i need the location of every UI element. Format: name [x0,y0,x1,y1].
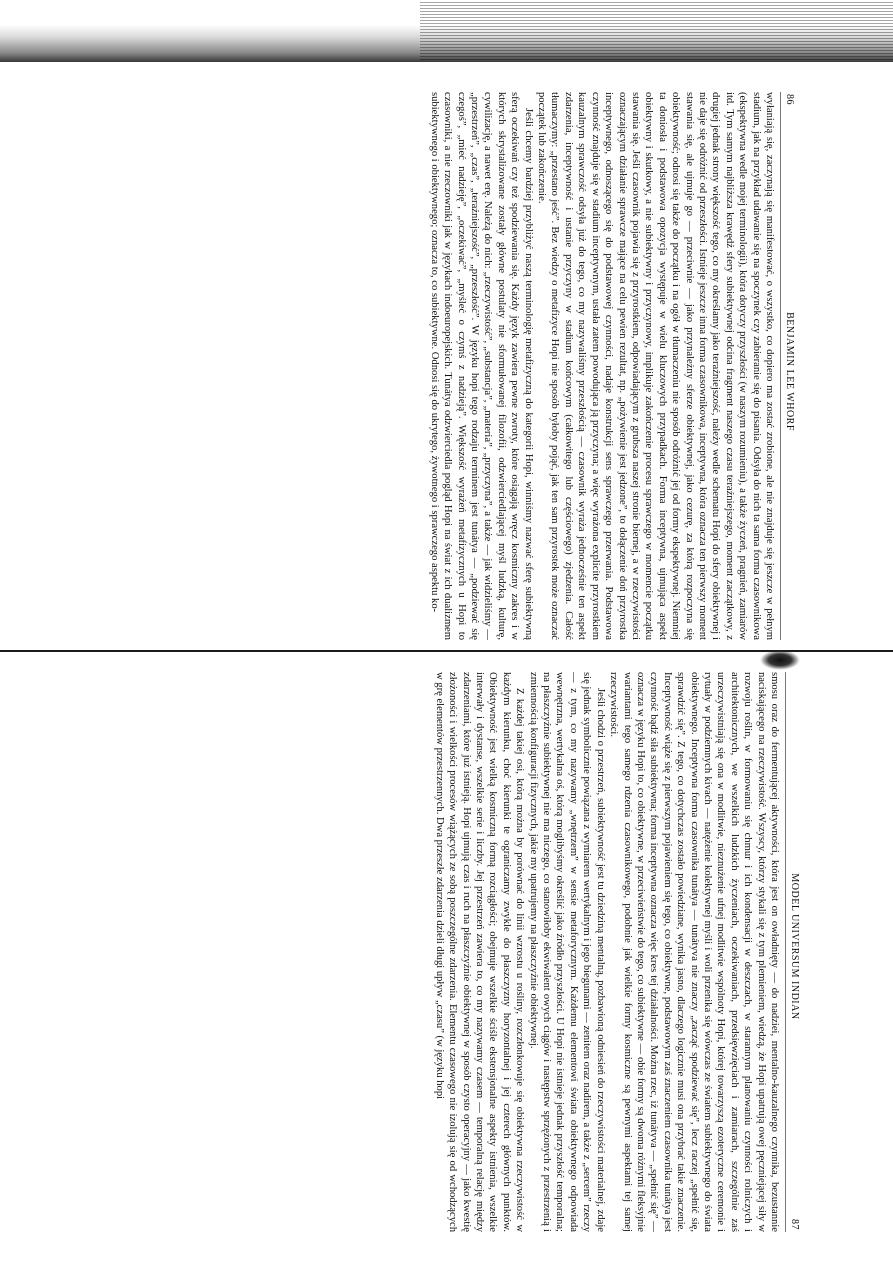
page-86-content [255,92,795,640]
running-head-left [780,92,795,640]
page-86 [255,92,795,640]
page-number-right: 87 [789,1219,800,1230]
body-text-right [432,672,781,1232]
running-title-left: BENJAMIN LEE WHORF [784,312,795,431]
page-number-left: 86 [784,94,795,105]
paragraph: Z każdej takiej osi, którą można by porównać do linii wzrostu u rośliny, rozczłonkowuje się obiektywna rzeczywistość w każdym kierunku, choć kierunki te ograniczamy zwykle do płaszczyzny horyzontalnej i jej czterech głównych punktów. Obiektywność jest wielką kosmiczną formą rozciągłości; obejmuje wszelkie ściśle ekstensjonalne aspekty istnienia, wszelkie interwały i dystanse, wszelkie serie i liczby. Jej przestrzeń zawiera to, co my nazywamy czasem — temporalną relację między zdarzeniami, które już istnieją. Hopi ujmują czas i ruch na płaszczyźnie obiektywnej w sposób czysto operacyjny — jako kwestię złożoności i wielkości procesów wiążących ze sobą poszczególne zdarzenia. Elementu czasowego nie izolują się od wchodzących w grę elementów przestrzennych. Dwa przeszłe zdarzenia dzieli długi upływ „czasu” (w języku hopi [433,672,526,1232]
paragraph: wyłaniają się, zaczynają się manifestować, o wszystko, co dopiero ma zostać zrobione, ale nie znajduje się jeszcze w pełnym stadium, jak na przykład udawanie się na spoczynek czy zabieranie się do pisania. Odsyła do nich ta sama forma czasownikowa (ekspektywna wedle mojej terminologii), która dotyczy przyszłości (w naszym rozumieniu), a także życzeń, pragnień, zamiarów itd. Tym samym najbliższa krawędź sfery subiektywnej odcina fragment naszego czasu teraźniejszego, moment zaczątkowy, z drugiej jednak strony większość tego, co my określamy jako teraźniejszość, należy wedle schematu Hopi do sfery obiektywnej i nie daje się odróżnić od przeszłości. Istnieje jeszcze inna forma czasownikowa, inceptywna, która oznacza ten pierwszy moment stawania się, ale ujmuje go — przeciwnie — jako przynależny sferze obiektywnej, jako cezurę, za którą rozpoczyna się obiektywność; odnosi się także do początku i na ogół w tłumaczeniu nie sposób odróżnić jej od formy ekspektywnej. Niemniej ta doniosła i podstawowa opozycja występuje w wielu kluczowych przypadkach. Forma inceptywna, ujmująca aspekt obiektywny i skutkowy, a nie subiektywny i przyczynowy, implikuje zakończenie procesu sprawczego w momencie początku stawania się. Jeśli czasownik pojawia się z przyrostkiem, odpowiadającym z grubsza naszej stronie biernej, a w rzeczywistości oznaczającym działanie sprawcze mające na celu pewien rezultat, np. „pożywienie jest jedzone”, to dołączenie doń przyrostka inceptywnego, odnoszącego się do podstawowej czynności, nadaje konstrukcji sens sprawczego przerwania. Podstawowa czynność znajduje się w stadium inceptywnym, ustała zatem powodująca ją przyczyna; a więc wyrażona explicite przyrostkiem kauzalnym sprawczość odsyła już do tego, co my nazywaliśmy przeszłością — czasownik wyraża jednocześnie ten aspekt zdarzenia, inceptywność i ustanie przyczyny w stadium końcowym (całkowitego lub częściowego) zjedzenia. Całość tłumaczymy: „przestano jeść”. Bez wiedzy o metafizyce Hopi nie sposób byłoby pojąć, jak ten sam przyrostek może oznaczać początek lub zakończenie. [536,92,775,640]
page-87-content [252,672,800,1232]
scan-ink-blotch [760,650,800,670]
body-text-left [427,92,776,640]
paragraph: smosu oraz do fermentującej aktywności, która jest on owładnięty — do nadziei, mentalno-kauzalnego czynnika, bezustannie naciskającego na rzeczywistość. Wszyscy, którzy stykali się z tym plemieniem, wiedzą, że Hopi upatrują owej pęczniejącej siły w rozwoju roślin, w formowaniu się chmur i ich kondensacji w deszczach, w starannym planowaniu czynności rolniczych i architektonicznych, we wszelkich ludzkich życzeniach, oczekiwaniach, przedsięwzięciach i zamiarach, szczególnie zaś urzeczywistniają się ona w modlitwie, nieznużenie ufnej modlitwie wspólnoty Hopi, której towarzyszą ezoteryczne ceremonie i rytuały w podziemnych kivach — natężenie kolektywnej myśli i woli przenika się wówczas ze światem subiektywnego do świata obiektywnego. Inceptywna forma czasownika tunátya — tunátyva nie znaczy „zacząć spodziewać się”, lecz raczej „spełnić się, sprawdzić się”. Z tego, co dotychczas zostało powiedziane, wynika jasno, dlaczego logicznie musi ona przybrać takie znaczenie. Inceptywność wiąże się z pierwszym pojawieniem się tego, co obiektywne, podstawowym zaś znaczeniem czasownika tunátya jest czynność bądź siła subiektywna; forma inceptywna oznacza więc kres tej działalności. Można rzec, iż tunátyva — „spełnić się” — oznacza w języku Hopi to, co obiektywne, w przeciwieństwie do tego, co subiektywne — obie formy są dwoma różnymi fleksyjnie wariantami tego samego rdzenia czasownikowego, podobnie jak wielkie formy kosmiczne są pewnymi aspektami tej samej rzeczywistości. [608,672,780,1232]
running-title-right: MODEL UNIVERSUM INDIAN [789,873,800,1020]
page-87 [252,672,800,1232]
paragraph: Jeśli chcemy bardziej przybliżyć naszą terminologię metafizyczną do kategorii Hopi, winniśmy nazwać sferę subiektywną sferą oczekiwań czy też spodziewania się. Każdy język zawiera pewne zwroty, które osiągają wręcz kosmiczny zakres i w których skrystalizowane zostały główne postulaty nie sformułowanej filozofii, odzwierciedlającej myśl ludzką, kulturę, cywilizację, a nawet erę. Należą do nich: „rzeczywistość”, „substancja”, „materia”, „przyczyna”, a także — jak widzieliśmy — „przestrzeń”, „czas”, „teraźniejszość”, „przeszłość”. W języku hopi tego rodzaju terminem jest tunátya — „podziewać się czegoś”, „mieć nadzieję”, „oczekiwać”, „myśleć o czymś z nadzieją”. Większość wyrażeń metafizycznych u Hopi to czasowniki, a nie rzeczowniki jak w językach indoeuropejskich. Tunátya odzwierciedla pogląd Hopi na świat z ich dualizmem subiektywnego i obiektywnego; oznacza to, co subiektywne. Odnosi się do ukrytego, żywotnego i sprawczego aspektu ko- [428,92,534,640]
running-head-right [785,672,800,1232]
scan-edge-shadow [0,0,893,62]
paragraph: Jeśli chodzi o przestrzeń, subiektywność jest tu dziedziną mentalną, pozbawioną odniesień do rzeczywistości materialnej, zdaje się jednak symbolicznie powiązana z wymiarem wertykalnym i jego biegunami — zenitem oraz nadirem, a także z „sercem” rzeczy — z tym, co my nazywamy „wnętrzem” w sensie metaforycznym. Każdemu elementowi świata obiektywnego odpowiada wewnętrzna, wertykalna oś, którą moglibyśmy określić jako źródło przyszłości. U Hopi nie istnieje jednak przyszłość temporalna; na płaszczyźnie subiektywnej nie ma niczego, co stanowiłoby ekwiwalent owych ciągów i następstw sprzężonych z przestrzenią i zmiennością konfiguracji fizycznych, jakie my upatrujemy na płaszczyźnie obiektywnej. [527,672,606,1232]
